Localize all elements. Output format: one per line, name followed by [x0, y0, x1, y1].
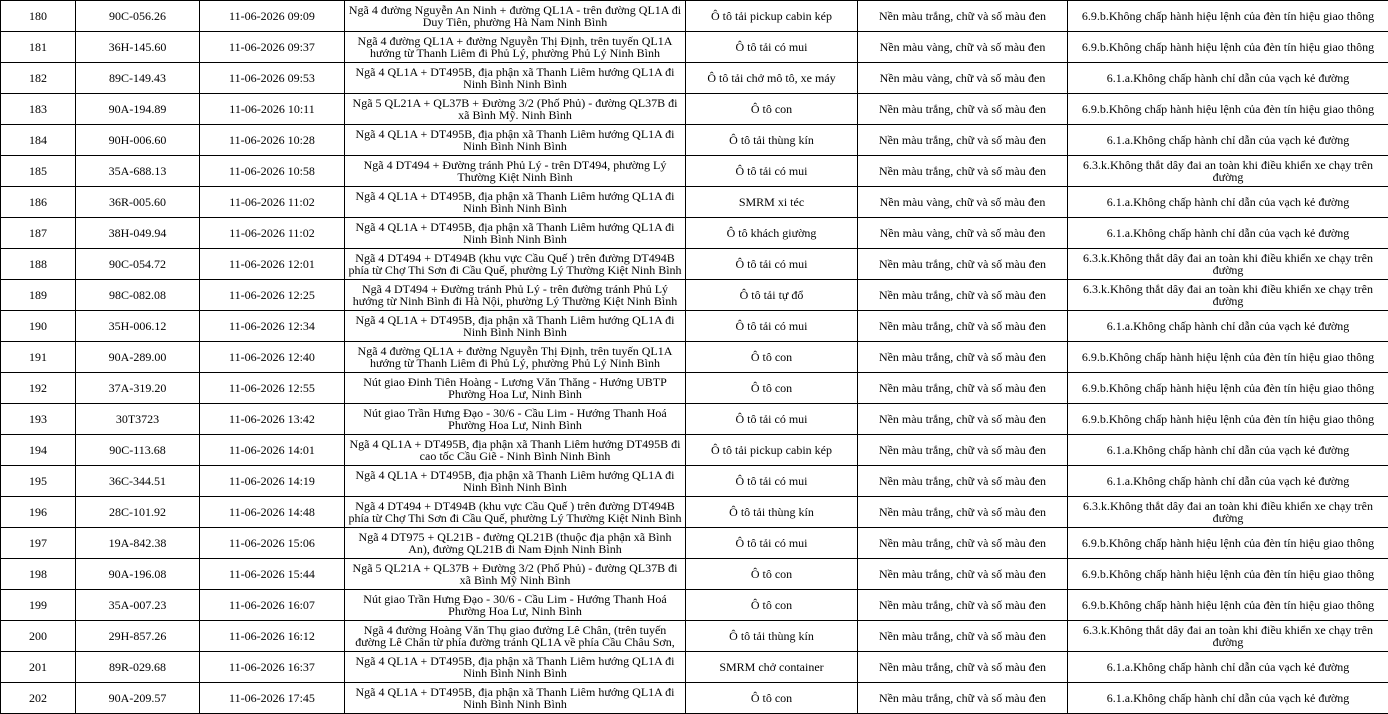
violation-description: 6.9.b.Không chấp hành hiệu lệnh của đèn tín hiệu giao thông [1068, 590, 1388, 621]
violation-description: 6.9.b.Không chấp hành hiệu lệnh của đèn tín hiệu giao thông [1068, 559, 1388, 590]
violation-time: 11-06-2026 10:11 [200, 94, 345, 125]
license-plate: 38H-049.94 [76, 218, 200, 249]
row-number: 201 [1, 652, 76, 683]
license-plate: 36H-145.60 [76, 32, 200, 63]
table-row [1, 559, 1388, 590]
vehicle-type: Ô tô tải chở mô tô, xe máy [686, 63, 858, 94]
license-plate: 89C-149.43 [76, 63, 200, 94]
license-plate: 90C-113.68 [76, 435, 200, 466]
plate-color: Nền màu trắng, chữ và số màu đen [858, 683, 1068, 714]
vehicle-type: Ô tô tải có mui [686, 404, 858, 435]
vehicle-type: Ô tô tải có mui [686, 466, 858, 497]
plate-color: Nền màu trắng, chữ và số màu đen [858, 249, 1068, 280]
vehicle-type: Ô tô tải có mui [686, 32, 858, 63]
plate-color: Nền màu trắng, chữ và số màu đen [858, 404, 1068, 435]
plate-color: Nền màu trắng, chữ và số màu đen [858, 621, 1068, 652]
violation-time: 11-06-2026 10:58 [200, 156, 345, 187]
violation-time: 11-06-2026 10:28 [200, 125, 345, 156]
license-plate: 19A-842.38 [76, 528, 200, 559]
violation-time: 11-06-2026 15:06 [200, 528, 345, 559]
plate-color: Nền màu trắng, chữ và số màu đen [858, 342, 1068, 373]
plate-color: Nền màu trắng, chữ và số màu đen [858, 528, 1068, 559]
license-plate: 90C-056.26 [76, 1, 200, 32]
license-plate: 35A-688.13 [76, 156, 200, 187]
violation-description: 6.9.b.Không chấp hành hiệu lệnh của đèn tín hiệu giao thông [1068, 373, 1388, 404]
vehicle-type: Ô tô tải thùng kín [686, 497, 858, 528]
violation-time: 11-06-2026 09:09 [200, 1, 345, 32]
table-row [1, 125, 1388, 156]
vehicle-type: SMRM xi téc [686, 187, 858, 218]
violation-location: Ngã 4 QL1A + DT495B, địa phận xã Thanh Liêm hướng QL1A đi Ninh Bình Ninh Bình [345, 218, 686, 249]
violation-location: Ngã 4 QL1A + DT495B, địa phận xã Thanh Liêm hướng QL1A đi Ninh Bình Ninh Bình [345, 63, 686, 94]
violation-location: Nút giao Trần Hưng Đạo - 30/6 - Cầu Lim - Hướng Thanh Hoá Phường Hoa Lư, Ninh Bình [345, 404, 686, 435]
license-plate: 90A-196.08 [76, 559, 200, 590]
row-number: 185 [1, 156, 76, 187]
license-plate: 30T3723 [76, 404, 200, 435]
violation-description: 6.9.b.Không chấp hành hiệu lệnh của đèn tín hiệu giao thông [1068, 404, 1388, 435]
plate-color: Nền màu trắng, chữ và số màu đen [858, 94, 1068, 125]
violation-description: 6.1.a.Không chấp hành chỉ dẫn của vạch kẻ đường [1068, 435, 1388, 466]
plate-color: Nền màu trắng, chữ và số màu đen [858, 373, 1068, 404]
violation-description: 6.1.a.Không chấp hành chỉ dẫn của vạch kẻ đường [1068, 218, 1388, 249]
violation-time: 11-06-2026 15:44 [200, 559, 345, 590]
violation-description: 6.9.b.Không chấp hành hiệu lệnh của đèn tín hiệu giao thông [1068, 1, 1388, 32]
license-plate: 90C-054.72 [76, 249, 200, 280]
license-plate: 36C-344.51 [76, 466, 200, 497]
plate-color: Nền màu vàng, chữ và số màu đen [858, 218, 1068, 249]
license-plate: 37A-319.20 [76, 373, 200, 404]
violation-location: Ngã 4 đường QL1A + đường Nguyễn Thị Định, trên tuyến QL1A hướng từ Thanh Liêm đi Phủ Lý, phường Phủ Lý Ninh Bình [345, 342, 686, 373]
table-row [1, 435, 1388, 466]
violation-location: Ngã 4 QL1A + DT495B, địa phận xã Thanh Liêm hướng QL1A đi Ninh Bình Ninh Bình [345, 466, 686, 497]
table-row [1, 32, 1388, 63]
row-number: 195 [1, 466, 76, 497]
plate-color: Nền màu vàng, chữ và số màu đen [858, 63, 1068, 94]
license-plate: 89R-029.68 [76, 652, 200, 683]
violation-description: 6.3.k.Không thắt dây đai an toàn khi điều khiển xe chạy trên đường [1068, 249, 1388, 280]
table-row [1, 683, 1388, 714]
row-number: 199 [1, 590, 76, 621]
plate-color: Nền màu trắng, chữ và số màu đen [858, 311, 1068, 342]
violation-location: Ngã 4 QL1A + DT495B, địa phận xã Thanh Liêm hướng QL1A đi Ninh Bình Ninh Bình [345, 683, 686, 714]
row-number: 194 [1, 435, 76, 466]
row-number: 186 [1, 187, 76, 218]
table-row [1, 156, 1388, 187]
plate-color: Nền màu trắng, chữ và số màu đen [858, 156, 1068, 187]
table-row [1, 373, 1388, 404]
plate-color: Nền màu trắng, chữ và số màu đen [858, 125, 1068, 156]
violation-description: 6.3.k.Không thắt dây đai an toàn khi điều khiển xe chạy trên đường [1068, 621, 1388, 652]
row-number: 182 [1, 63, 76, 94]
license-plate: 28C-101.92 [76, 497, 200, 528]
plate-color: Nền màu trắng, chữ và số màu đen [858, 466, 1068, 497]
vehicle-type: Ô tô con [686, 373, 858, 404]
vehicle-type: Ô tô tải có mui [686, 156, 858, 187]
violation-location: Ngã 4 đường Nguyễn An Ninh + đường QL1A - trên đường QL1A đi Duy Tiên, phường Hà Nam Ninh Bình [345, 1, 686, 32]
vehicle-type: Ô tô khách giường [686, 218, 858, 249]
violation-time: 11-06-2026 14:48 [200, 497, 345, 528]
violation-location: Ngã 4 DT494 + DT494B (khu vực Cầu Quế ) trên đường DT494B phía từ Chợ Thi Sơn đi Cầu Quế, phường Lý Thường Kiệt Ninh Bình [345, 497, 686, 528]
row-number: 202 [1, 683, 76, 714]
violations-table-body [1, 1, 1388, 714]
vehicle-type: Ô tô con [686, 559, 858, 590]
violation-time: 11-06-2026 14:19 [200, 466, 345, 497]
violation-description: 6.1.a.Không chấp hành chỉ dẫn của vạch kẻ đường [1068, 187, 1388, 218]
violation-description: 6.3.k.Không thắt dây đai an toàn khi điều khiển xe chạy trên đường [1068, 156, 1388, 187]
license-plate: 90A-289.00 [76, 342, 200, 373]
plate-color: Nền màu vàng, chữ và số màu đen [858, 187, 1068, 218]
row-number: 198 [1, 559, 76, 590]
plate-color: Nền màu trắng, chữ và số màu đen [858, 652, 1068, 683]
row-number: 188 [1, 249, 76, 280]
row-number: 196 [1, 497, 76, 528]
violation-location: Ngã 4 QL1A + DT495B, địa phận xã Thanh Liêm hướng QL1A đi Ninh Bình Ninh Bình [345, 187, 686, 218]
plate-color: Nền màu trắng, chữ và số màu đen [858, 1, 1068, 32]
vehicle-type: Ô tô tải thùng kín [686, 125, 858, 156]
violation-description: 6.9.b.Không chấp hành hiệu lệnh của đèn tín hiệu giao thông [1068, 528, 1388, 559]
row-number: 190 [1, 311, 76, 342]
row-number: 200 [1, 621, 76, 652]
table-row [1, 621, 1388, 652]
vehicle-type: Ô tô tải có mui [686, 249, 858, 280]
plate-color: Nền màu trắng, chữ và số màu đen [858, 435, 1068, 466]
violation-description: 6.1.a.Không chấp hành chỉ dẫn của vạch kẻ đường [1068, 311, 1388, 342]
violation-time: 11-06-2026 09:53 [200, 63, 345, 94]
row-number: 187 [1, 218, 76, 249]
violation-time: 11-06-2026 16:12 [200, 621, 345, 652]
license-plate: 35A-007.23 [76, 590, 200, 621]
violation-description: 6.1.a.Không chấp hành chỉ dẫn của vạch kẻ đường [1068, 125, 1388, 156]
table-row [1, 466, 1388, 497]
violation-description: 6.9.b.Không chấp hành hiệu lệnh của đèn tín hiệu giao thông [1068, 32, 1388, 63]
plate-color: Nền màu trắng, chữ và số màu đen [858, 280, 1068, 311]
row-number: 191 [1, 342, 76, 373]
violation-time: 11-06-2026 12:01 [200, 249, 345, 280]
row-number: 180 [1, 1, 76, 32]
row-number: 181 [1, 32, 76, 63]
vehicle-type: Ô tô con [686, 683, 858, 714]
table-row [1, 187, 1388, 218]
table-row [1, 94, 1388, 125]
violation-location: Ngã 5 QL21A + QL37B + Đường 3/2 (Phố Phủ) - đường QL37B đi xã Bình Mỹ Ninh Bình [345, 559, 686, 590]
violation-description: 6.1.a.Không chấp hành chỉ dẫn của vạch kẻ đường [1068, 466, 1388, 497]
table-row [1, 590, 1388, 621]
violation-location: Ngã 4 DT494 + Đường tránh Phủ Lý - trên đường tránh Phủ Lý hướng từ Ninh Bình đi Hà Nội, phường Lý Thường Kiệt Ninh Bình [345, 280, 686, 311]
violation-location: Ngã 4 DT494 + DT494B (khu vực Cầu Quế ) trên đường DT494B phía từ Chợ Thi Sơn đi Cầu Quế, phường Lý Thường Kiệt Ninh Bình [345, 249, 686, 280]
table-row [1, 63, 1388, 94]
violation-time: 11-06-2026 11:02 [200, 218, 345, 249]
table-row [1, 652, 1388, 683]
violation-location: Ngã 4 QL1A + DT495B, địa phận xã Thanh Liêm hướng DT495B đi cao tốc Cầu Giẽ - Ninh Bình Ninh Bình [345, 435, 686, 466]
violation-description: 6.1.a.Không chấp hành chỉ dẫn của vạch kẻ đường [1068, 63, 1388, 94]
vehicle-type: Ô tô tải pickup cabin kép [686, 1, 858, 32]
table-row [1, 280, 1388, 311]
violation-location: Ngã 4 DT975 + QL21B - đường QL21B (thuộc địa phận xã Bình An), đường QL21B đi Nam Định Ninh Bình [345, 528, 686, 559]
violation-description: 6.3.k.Không thắt dây đai an toàn khi điều khiển xe chạy trên đường [1068, 280, 1388, 311]
row-number: 183 [1, 94, 76, 125]
vehicle-type: Ô tô con [686, 590, 858, 621]
vehicle-type: Ô tô tải tự đổ [686, 280, 858, 311]
license-plate: 35H-006.12 [76, 311, 200, 342]
violation-location: Ngã 5 QL21A + QL37B + Đường 3/2 (Phố Phủ) - đường QL37B đi xã Bình Mỹ. Ninh Bình [345, 94, 686, 125]
violation-description: 6.1.a.Không chấp hành chỉ dẫn của vạch kẻ đường [1068, 652, 1388, 683]
vehicle-type: Ô tô tải có mui [686, 311, 858, 342]
violation-location: Ngã 4 QL1A + DT495B, địa phận xã Thanh Liêm hướng QL1A đi Ninh Bình Ninh Bình [345, 652, 686, 683]
violation-time: 11-06-2026 12:40 [200, 342, 345, 373]
violation-location: Nút giao Trần Hưng Đạo - 30/6 - Cầu Lim - Hướng Thanh Hoá Phường Hoa Lư, Ninh Bình [345, 590, 686, 621]
plate-color: Nền màu trắng, chữ và số màu đen [858, 559, 1068, 590]
violation-location: Ngã 4 đường Hoàng Văn Thụ giao đường Lê Chân, (trên tuyến đường Lê Chân từ phía đường tránh QL1A về phía Cầu Châu Sơn, [345, 621, 686, 652]
violation-time: 11-06-2026 16:07 [200, 590, 345, 621]
row-number: 192 [1, 373, 76, 404]
violation-time: 11-06-2026 14:01 [200, 435, 345, 466]
vehicle-type: Ô tô con [686, 342, 858, 373]
violation-time: 11-06-2026 12:55 [200, 373, 345, 404]
violation-time: 11-06-2026 09:37 [200, 32, 345, 63]
license-plate: 29H-857.26 [76, 621, 200, 652]
table-row [1, 1, 1388, 32]
vehicle-type: Ô tô tải có mui [686, 528, 858, 559]
row-number: 184 [1, 125, 76, 156]
vehicle-type: Ô tô tải pickup cabin kép [686, 435, 858, 466]
table-row [1, 342, 1388, 373]
table-row [1, 528, 1388, 559]
row-number: 197 [1, 528, 76, 559]
violation-time: 11-06-2026 11:02 [200, 187, 345, 218]
table-row [1, 404, 1388, 435]
plate-color: Nền màu trắng, chữ và số màu đen [858, 497, 1068, 528]
violation-location: Ngã 4 DT494 + Đường tránh Phủ Lý - trên DT494, phường Lý Thường Kiệt Ninh Bình [345, 156, 686, 187]
table-row [1, 249, 1388, 280]
violation-time: 11-06-2026 17:45 [200, 683, 345, 714]
violation-location: Ngã 4 đường QL1A + đường Nguyễn Thị Định, trên tuyến QL1A hướng từ Thanh Liêm đi Phủ Lý, phường Phủ Lý Ninh Bình [345, 32, 686, 63]
violation-location: Ngã 4 QL1A + DT495B, địa phận xã Thanh Liêm hướng QL1A đi Ninh Bình Ninh Bình [345, 125, 686, 156]
violation-location: Nút giao Đinh Tiên Hoàng - Lương Văn Thăng - Hướng UBTP Phường Hoa Lư, Ninh Bình [345, 373, 686, 404]
license-plate: 36R-005.60 [76, 187, 200, 218]
violation-description: 6.9.b.Không chấp hành hiệu lệnh của đèn tín hiệu giao thông [1068, 94, 1388, 125]
vehicle-type: Ô tô con [686, 94, 858, 125]
plate-color: Nền màu vàng, chữ và số màu đen [858, 32, 1068, 63]
table-row [1, 497, 1388, 528]
violation-time: 11-06-2026 16:37 [200, 652, 345, 683]
violation-location: Ngã 4 QL1A + DT495B, địa phận xã Thanh Liêm hướng QL1A đi Ninh Bình Ninh Bình [345, 311, 686, 342]
violation-description: 6.9.b.Không chấp hành hiệu lệnh của đèn tín hiệu giao thông [1068, 342, 1388, 373]
vehicle-type: Ô tô tải thùng kín [686, 621, 858, 652]
violation-time: 11-06-2026 12:25 [200, 280, 345, 311]
plate-color: Nền màu trắng, chữ và số màu đen [858, 590, 1068, 621]
violation-time: 11-06-2026 12:34 [200, 311, 345, 342]
violation-time: 11-06-2026 13:42 [200, 404, 345, 435]
table-row [1, 311, 1388, 342]
violation-description: 6.1.a.Không chấp hành chỉ dẫn của vạch kẻ đường [1068, 683, 1388, 714]
license-plate: 90H-006.60 [76, 125, 200, 156]
license-plate: 98C-082.08 [76, 280, 200, 311]
violation-description: 6.3.k.Không thắt dây đai an toàn khi điều khiển xe chạy trên đường [1068, 497, 1388, 528]
row-number: 189 [1, 280, 76, 311]
row-number: 193 [1, 404, 76, 435]
table-row [1, 218, 1388, 249]
vehicle-type: SMRM chở container [686, 652, 858, 683]
license-plate: 90A-194.89 [76, 94, 200, 125]
license-plate: 90A-209.57 [76, 683, 200, 714]
